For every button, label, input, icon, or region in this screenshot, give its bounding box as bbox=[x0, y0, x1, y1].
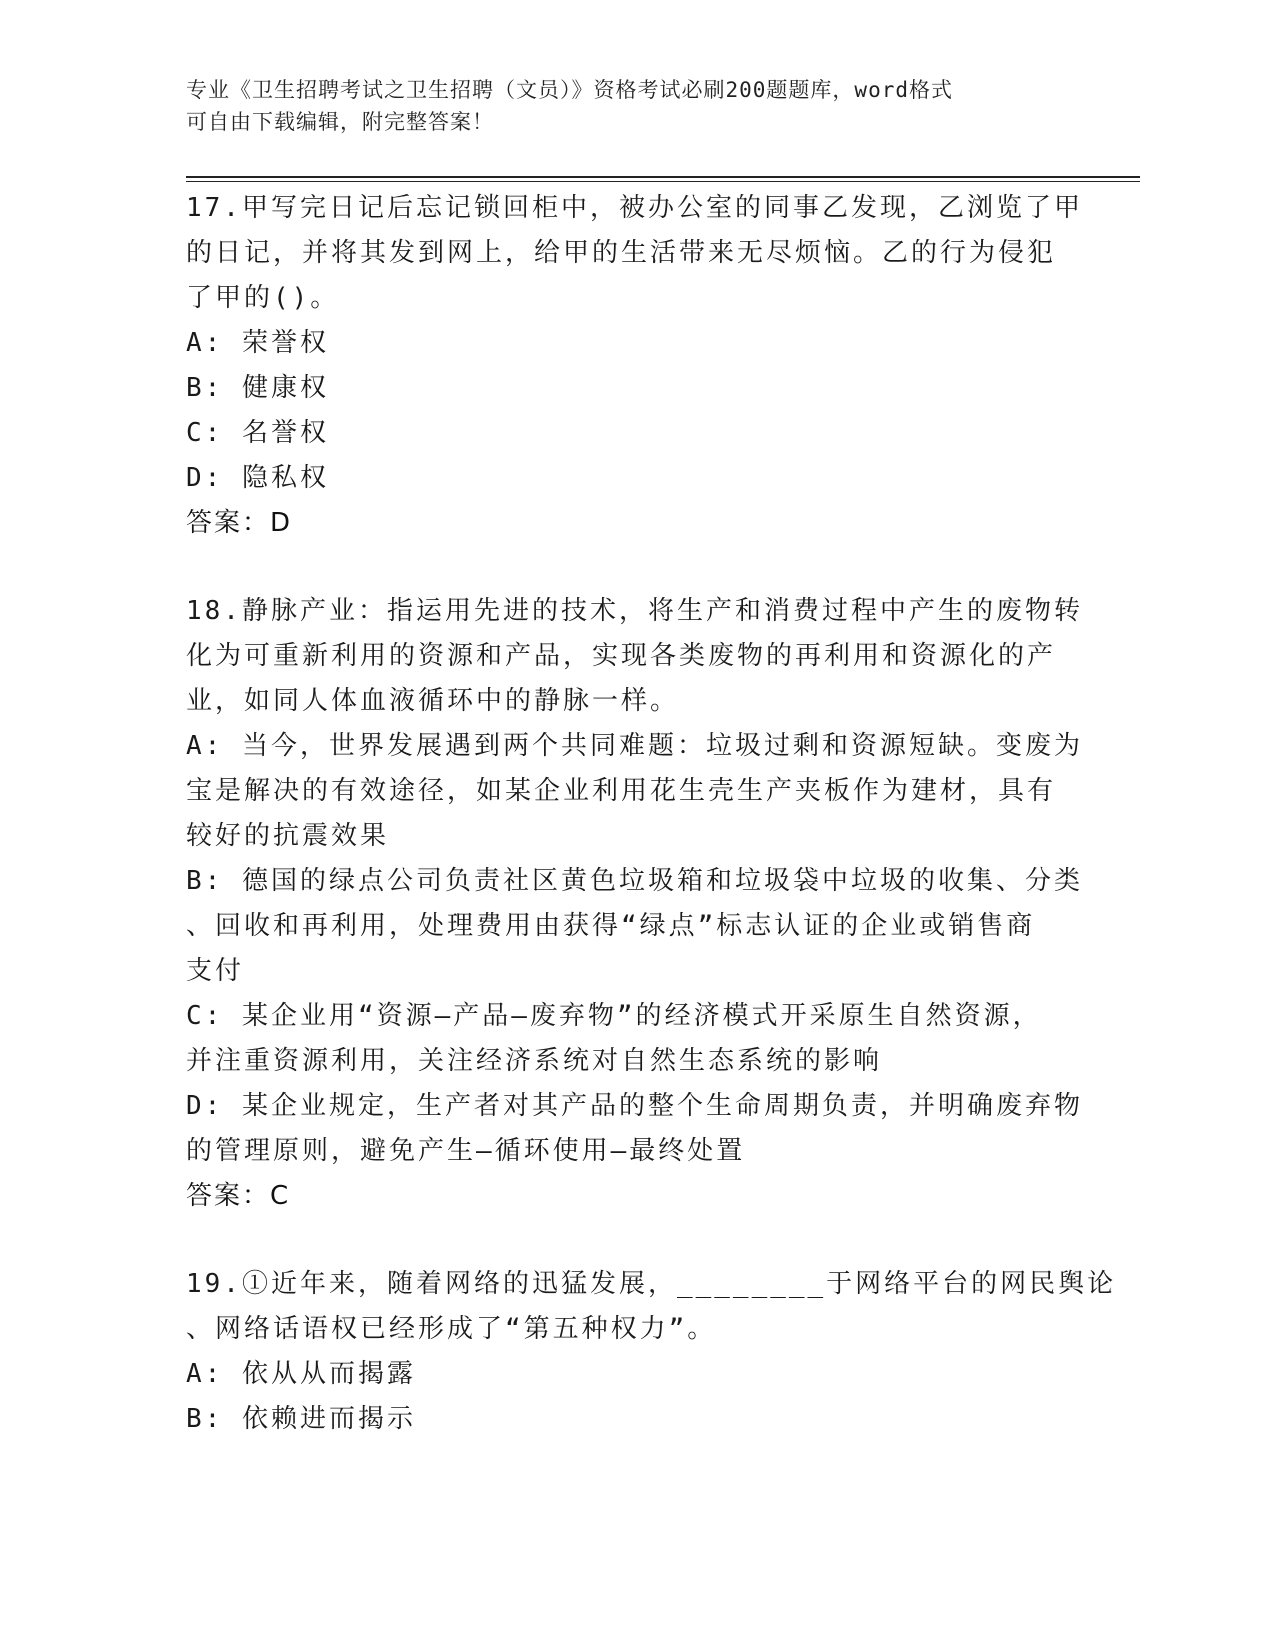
question-stem-line: 了甲的()。 bbox=[186, 283, 340, 313]
option-b: B: 健康权 bbox=[186, 373, 329, 403]
option-c-continued: 并注重资源利用，关注经济系统对自然生态系统的影响 bbox=[186, 1046, 883, 1076]
option-d: D: 隐私权 bbox=[186, 463, 329, 493]
option-b: B: 依赖进而揭示 bbox=[186, 1404, 416, 1434]
question-stem-line: 17.甲写完日记后忘记锁回柜中，被办公室的同事乙发现，乙浏览了甲 bbox=[186, 193, 1083, 223]
option-a: A: 当今，世界发展遇到两个共同难题：垃圾过剩和资源短缺。变废为 bbox=[186, 731, 1083, 761]
question-stem-line: 19.①近年来，随着网络的迅猛发展，________于网络平台的网民舆论 bbox=[186, 1269, 1117, 1299]
question-spacer bbox=[186, 546, 1066, 589]
option-a-continued: 较好的抗震效果 bbox=[186, 821, 390, 851]
header-line: 专业《卫生招聘考试之卫生招聘（文员）》资格考试必刷200题题库，word格式 bbox=[186, 78, 953, 102]
question-spacer bbox=[186, 1219, 1066, 1262]
option-c: C: 某企业用“资源—产品—废弃物”的经济模式开采原生自然资源， bbox=[186, 1001, 1042, 1031]
question-18 bbox=[186, 589, 1083, 1219]
option-a: A: 荣誉权 bbox=[186, 328, 329, 358]
question-17 bbox=[186, 186, 1083, 546]
option-d: D: 某企业规定，生产者对其产品的整个生命周期负责，并明确废弃物 bbox=[186, 1091, 1083, 1121]
option-d-continued: 的管理原则，避免产生—循环使用—最终处置 bbox=[186, 1136, 746, 1166]
question-stem-line: 18.静脉产业：指运用先进的技术，将生产和消费过程中产生的废物转 bbox=[186, 596, 1083, 626]
question-stem-line: 业，如同人体血液循环中的静脉一样。 bbox=[186, 686, 680, 716]
question-19 bbox=[186, 1262, 1117, 1442]
option-b: B: 德国的绿点公司负责社区黄色垃圾箱和垃圾袋中垃圾的收集、分类 bbox=[186, 866, 1083, 896]
document-header bbox=[186, 74, 1066, 138]
answer-label: 答案：C bbox=[186, 1181, 291, 1211]
question-list bbox=[186, 186, 1117, 1442]
option-c: C: 名誉权 bbox=[186, 418, 329, 448]
question-stem-line: 、网络话语权已经形成了“第五种权力”。 bbox=[186, 1314, 717, 1344]
question-stem-line: 化为可重新利用的资源和产品，实现各类废物的再利用和资源化的产 bbox=[186, 641, 1057, 671]
option-a: A: 依从从而揭露 bbox=[186, 1359, 416, 1389]
option-a-continued: 宝是解决的有效途径，如某企业利用花生壳生产夹板作为建材，具有 bbox=[186, 776, 1057, 806]
option-b-continued: 、回收和再利用，处理费用由获得“绿点”标志认证的企业或销售商 bbox=[186, 911, 1036, 941]
header-divider bbox=[186, 176, 1140, 182]
option-b-continued: 支付 bbox=[186, 956, 245, 986]
answer-label: 答案：D bbox=[186, 508, 293, 538]
question-stem-line: 的日记，并将其发到网上，给甲的生活带来无尽烦恼。乙的行为侵犯 bbox=[186, 238, 1057, 268]
header-line: 可自由下载编辑，附完整答案！ bbox=[186, 110, 494, 134]
